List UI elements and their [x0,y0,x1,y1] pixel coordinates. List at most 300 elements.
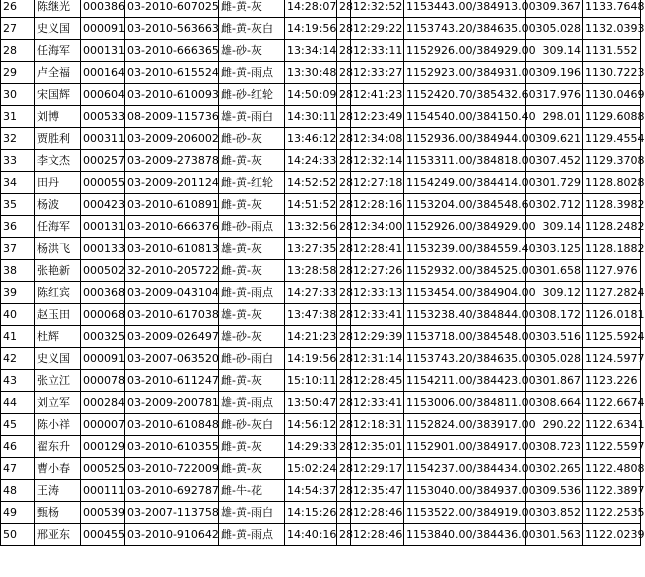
return-time-cell: 13:50:47 [285,392,337,414]
ring-number-cell: 03-2009-043104 [125,282,219,304]
ring-number-cell: 03-2010-910642 [125,524,219,546]
ring-number-cell: 03-2010-666365 [125,40,219,62]
bird-desc-cell: 雌-牛-花 [219,480,285,502]
member-id-cell: 000091 [81,348,125,370]
name-cell: 卢全福 [35,62,81,84]
ring-number-cell: 03-2010-617038 [125,304,219,326]
release-time-cell: 12:35:47 [351,480,404,502]
bird-desc-cell: 雄-黄-雨白 [219,106,285,128]
day-cell: 28 [337,326,351,348]
distance-cell: 303.516 [526,326,583,348]
speed-cell: 1127.976 [583,260,641,282]
return-time-cell: 13:30:48 [285,62,337,84]
name-cell: 张艳新 [35,260,81,282]
day-cell: 28 [337,18,351,40]
distance-cell: 309.536 [526,480,583,502]
member-id-cell: 000525 [81,458,125,480]
release-time-cell: 12:41:23 [351,84,404,106]
release-time-cell: 12:34:00 [351,216,404,238]
ring-number-cell: 03-2010-563663 [125,18,219,40]
release-time-cell: 12:23:49 [351,106,404,128]
bird-desc-cell: 雌-黄-雨点 [219,62,285,84]
table-row [1,458,641,480]
return-time-cell: 14:51:52 [285,194,337,216]
release-time-cell: 12:33:41 [351,392,404,414]
distance-cell: 301.729 [526,172,583,194]
speed-cell: 1122.6674 [583,392,641,414]
bird-desc-cell: 雌-黄-灰 [219,194,285,216]
bird-desc-cell: 雄-黄-雨白 [219,502,285,524]
ring-number-cell: 03-2009-200781 [125,392,219,414]
coordinates-cell: 1153454.00/384904.00 [404,282,526,304]
table-body [1,0,645,546]
rank-cell: 46 [1,436,35,458]
ring-number-cell: 08-2009-115736 [125,106,219,128]
speed-cell: 1128.2482 [583,216,641,238]
ring-number-cell: 03-2009-273878 [125,150,219,172]
member-id-cell: 000131 [81,216,125,238]
distance-cell: 298.01 [526,106,583,128]
speed-cell: 1125.5924 [583,326,641,348]
distance-cell: 308.723 [526,436,583,458]
rank-cell: 41 [1,326,35,348]
rank-cell: 42 [1,348,35,370]
return-time-cell: 14:40:16 [285,524,337,546]
rank-cell: 29 [1,62,35,84]
bird-desc-cell: 雌-黄-灰 [219,436,285,458]
release-time-cell: 12:29:17 [351,458,404,480]
rank-cell: 31 [1,106,35,128]
bird-desc-cell: 雌-砂-红轮 [219,84,285,106]
return-time-cell: 14:27:33 [285,282,337,304]
member-id-cell: 000078 [81,370,125,392]
name-cell: 翟东升 [35,436,81,458]
ring-number-cell: 03-2010-610813 [125,238,219,260]
ring-number-cell: 03-2010-610355 [125,436,219,458]
table-row [1,128,641,150]
rank-cell: 28 [1,40,35,62]
return-time-cell: 13:46:12 [285,128,337,150]
speed-cell: 1128.8028 [583,172,641,194]
table-row [1,194,641,216]
rank-cell: 43 [1,370,35,392]
ring-number-cell: 03-2007-063520 [125,348,219,370]
distance-cell: 307.452 [526,150,583,172]
rank-cell: 44 [1,392,35,414]
day-cell: 28 [337,392,351,414]
release-time-cell: 12:28:45 [351,370,404,392]
release-time-cell: 12:34:08 [351,128,404,150]
table-row [1,238,641,260]
distance-cell: 317.976 [526,84,583,106]
distance-cell: 309.12 [526,282,583,304]
table-row [1,18,641,40]
name-cell: 王涛 [35,480,81,502]
rank-cell: 47 [1,458,35,480]
ring-number-cell: 03-2010-607025 [125,0,219,18]
rank-cell: 38 [1,260,35,282]
bird-desc-cell: 雄-砂-灰 [219,40,285,62]
name-cell: 曹小春 [35,458,81,480]
member-id-cell: 000164 [81,62,125,84]
rank-cell: 37 [1,238,35,260]
speed-cell: 1131.552 [583,40,641,62]
return-time-cell: 13:47:38 [285,304,337,326]
rank-cell: 35 [1,194,35,216]
ring-number-cell: 03-2010-611247 [125,370,219,392]
coordinates-cell: 1153743.20/384635.00 [404,18,526,40]
ring-number-cell: 03-2010-615524 [125,62,219,84]
coordinates-cell: 1153311.00/384818.00 [404,150,526,172]
bird-desc-cell: 雌-黄-雨点 [219,282,285,304]
release-time-cell: 12:33:13 [351,282,404,304]
distance-cell: 303.125 [526,238,583,260]
table-row [1,304,641,326]
return-time-cell: 14:24:33 [285,150,337,172]
release-time-cell: 12:28:46 [351,524,404,546]
bird-desc-cell: 雌-黄-红轮 [219,172,285,194]
bird-desc-cell: 雌-黄-灰 [219,370,285,392]
return-time-cell: 15:10:11 [285,370,337,392]
bird-desc-cell: 雌-黄-灰 [219,150,285,172]
member-id-cell: 000068 [81,304,125,326]
member-id-cell: 000129 [81,436,125,458]
speed-cell: 1122.5597 [583,436,641,458]
release-time-cell: 12:27:18 [351,172,404,194]
coordinates-cell: 1152932.00/384525.00 [404,260,526,282]
rank-cell: 50 [1,524,35,546]
day-cell: 28 [337,84,351,106]
day-cell: 28 [337,128,351,150]
table-row [1,84,641,106]
coordinates-cell: 1152936.00/384944.00 [404,128,526,150]
distance-cell: 303.852 [526,502,583,524]
day-cell: 28 [337,194,351,216]
bird-desc-cell: 雌-黄-灰 [219,458,285,480]
member-id-cell: 000539 [81,502,125,524]
rank-cell: 30 [1,84,35,106]
day-cell: 28 [337,260,351,282]
member-id-cell: 000368 [81,282,125,304]
return-time-cell: 14:19:56 [285,18,337,40]
name-cell: 张立江 [35,370,81,392]
member-id-cell: 000325 [81,326,125,348]
ring-number-cell: 03-2009-201124 [125,172,219,194]
rank-cell: 32 [1,128,35,150]
coordinates-cell: 1152420.70/385432.60 [404,84,526,106]
member-id-cell: 000091 [81,18,125,40]
rank-cell: 48 [1,480,35,502]
rank-cell: 34 [1,172,35,194]
return-time-cell: 14:30:11 [285,106,337,128]
speed-cell: 1128.3982 [583,194,641,216]
day-cell: 28 [337,524,351,546]
coordinates-cell: 1154237.00/384434.00 [404,458,526,480]
coordinates-cell: 1153522.00/384919.00 [404,502,526,524]
name-cell: 史义国 [35,18,81,40]
return-time-cell: 14:28:07 [285,0,337,18]
coordinates-cell: 1153040.00/384937.00 [404,480,526,502]
rank-cell: 39 [1,282,35,304]
member-id-cell: 000533 [81,106,125,128]
name-cell: 宋国辉 [35,84,81,106]
member-id-cell: 000284 [81,392,125,414]
coordinates-cell: 1152824.00/383917.00 [404,414,526,436]
name-cell: 陈红宾 [35,282,81,304]
ring-number-cell: 03-2010-692787 [125,480,219,502]
member-id-cell: 000111 [81,480,125,502]
name-cell: 李文杰 [35,150,81,172]
ring-number-cell: 03-2009-206002 [125,128,219,150]
table-row [1,62,641,84]
release-time-cell: 12:28:46 [351,502,404,524]
distance-cell: 309.621 [526,128,583,150]
name-cell: 田丹 [35,172,81,194]
day-cell: 28 [337,458,351,480]
speed-cell: 1129.6088 [583,106,641,128]
member-id-cell: 000257 [81,150,125,172]
speed-cell: 1122.0239 [583,524,641,546]
table-row [1,392,641,414]
coordinates-cell: 1153238.40/384844.00 [404,304,526,326]
return-time-cell: 14:21:23 [285,326,337,348]
bird-desc-cell: 雌-砂-雨白 [219,348,285,370]
ring-number-cell: 03-2010-722009 [125,458,219,480]
coordinates-cell: 1153006.00/384811.00 [404,392,526,414]
bird-desc-cell: 雌-砂-雨点 [219,216,285,238]
member-id-cell: 000007 [81,414,125,436]
day-cell: 28 [337,150,351,172]
rank-cell: 26 [1,0,35,18]
member-id-cell: 000423 [81,194,125,216]
ring-number-cell: 03-2007-113758 [125,502,219,524]
distance-cell: 305.028 [526,348,583,370]
coordinates-cell: 1153743.20/384635.00 [404,348,526,370]
coordinates-cell: 1154249.00/384414.00 [404,172,526,194]
member-id-cell: 000311 [81,128,125,150]
speed-cell: 1128.1882 [583,238,641,260]
rank-cell: 45 [1,414,35,436]
bird-desc-cell: 雄-黄-雨点 [219,392,285,414]
bird-desc-cell: 雌-黄-雨点 [219,524,285,546]
day-cell: 28 [337,106,351,128]
day-cell: 28 [337,172,351,194]
ring-number-cell: 03-2010-666376 [125,216,219,238]
bird-desc-cell: 雌-砂-灰白 [219,414,285,436]
rank-cell: 40 [1,304,35,326]
coordinates-cell: 1154540.00/384150.40 [404,106,526,128]
table-row [1,106,641,128]
return-time-cell: 13:27:35 [285,238,337,260]
speed-cell: 1123.226 [583,370,641,392]
return-time-cell: 14:54:37 [285,480,337,502]
speed-cell: 1122.4808 [583,458,641,480]
speed-cell: 1129.3708 [583,150,641,172]
release-time-cell: 12:18:31 [351,414,404,436]
coordinates-cell: 1152923.00/384931.00 [404,62,526,84]
name-cell: 任海军 [35,216,81,238]
distance-cell: 302.712 [526,194,583,216]
coordinates-cell: 1152926.00/384929.00 [404,216,526,238]
name-cell: 杨波 [35,194,81,216]
bird-desc-cell: 雌-黄-灰白 [219,18,285,40]
table-row [1,414,641,436]
name-cell: 史义国 [35,348,81,370]
return-time-cell: 14:15:26 [285,502,337,524]
name-cell: 任海军 [35,40,81,62]
distance-cell: 308.664 [526,392,583,414]
bird-desc-cell: 雌-黄-灰 [219,260,285,282]
table-row [1,348,641,370]
name-cell: 陈继光 [35,0,81,18]
bird-desc-cell: 雄-黄-灰 [219,238,285,260]
name-cell: 杨洪飞 [35,238,81,260]
table-row [1,216,641,238]
release-time-cell: 12:28:16 [351,194,404,216]
speed-cell: 1122.6341 [583,414,641,436]
name-cell: 刘博 [35,106,81,128]
name-cell: 甄杨 [35,502,81,524]
member-id-cell: 000604 [81,84,125,106]
release-time-cell: 12:31:14 [351,348,404,370]
coordinates-cell: 1153718.00/384548.00 [404,326,526,348]
day-cell: 28 [337,40,351,62]
table-row [1,282,641,304]
speed-cell: 1132.0393 [583,18,641,40]
table-row [1,0,641,18]
day-cell: 28 [337,0,351,18]
speed-cell: 1124.5977 [583,348,641,370]
release-time-cell: 12:32:14 [351,150,404,172]
return-time-cell: 13:34:14 [285,40,337,62]
distance-cell: 302.265 [526,458,583,480]
coordinates-cell: 1152926.00/384929.00 [404,40,526,62]
distance-cell: 309.196 [526,62,583,84]
table-row [1,502,641,524]
day-cell: 28 [337,502,351,524]
release-time-cell: 12:33:11 [351,40,404,62]
member-id-cell: 000055 [81,172,125,194]
name-cell: 贾胜利 [35,128,81,150]
release-time-cell: 12:33:41 [351,304,404,326]
return-time-cell: 14:52:52 [285,172,337,194]
return-time-cell: 14:29:33 [285,436,337,458]
speed-cell: 1130.7223 [583,62,641,84]
ring-number-cell: 32-2010-205722 [125,260,219,282]
name-cell: 陈小祥 [35,414,81,436]
release-time-cell: 12:29:22 [351,18,404,40]
table-row [1,260,641,282]
member-id-cell: 000131 [81,40,125,62]
day-cell: 28 [337,282,351,304]
release-time-cell: 12:27:26 [351,260,404,282]
distance-cell: 301.867 [526,370,583,392]
table-row [1,436,641,458]
day-cell: 28 [337,348,351,370]
name-cell: 刘立军 [35,392,81,414]
speed-cell: 1122.2535 [583,502,641,524]
bird-desc-cell: 雄-砂-灰 [219,326,285,348]
bird-desc-cell: 雌-黄-灰 [219,0,285,18]
return-time-cell: 15:02:24 [285,458,337,480]
distance-cell: 309.14 [526,216,583,238]
speed-cell: 1130.0469 [583,84,641,106]
bird-desc-cell: 雌-砂-灰 [219,128,285,150]
day-cell: 28 [337,414,351,436]
name-cell: 赵玉田 [35,304,81,326]
coordinates-cell: 1153840.00/384436.00 [404,524,526,546]
table-row [1,370,641,392]
day-cell: 28 [337,238,351,260]
member-id-cell: 000133 [81,238,125,260]
return-time-cell: 14:56:12 [285,414,337,436]
coordinates-cell: 1153443.00/384913.00 [404,0,526,18]
rank-cell: 27 [1,18,35,40]
member-id-cell: 000502 [81,260,125,282]
table-row [1,150,641,172]
distance-cell: 305.028 [526,18,583,40]
ring-number-cell: 03-2010-610093 [125,84,219,106]
distance-cell: 309.14 [526,40,583,62]
table-row [1,326,641,348]
release-time-cell: 12:35:01 [351,436,404,458]
day-cell: 28 [337,436,351,458]
speed-cell: 1127.2824 [583,282,641,304]
day-cell: 28 [337,216,351,238]
speed-cell: 1133.7648 [583,0,641,18]
distance-cell: 301.658 [526,260,583,282]
rank-cell: 36 [1,216,35,238]
rank-cell: 49 [1,502,35,524]
name-cell: 杜辉 [35,326,81,348]
day-cell: 28 [337,370,351,392]
distance-cell: 301.563 [526,524,583,546]
release-time-cell: 12:33:27 [351,62,404,84]
table-row [1,40,641,62]
speed-cell: 1126.0181 [583,304,641,326]
member-id-cell: 000455 [81,524,125,546]
day-cell: 28 [337,480,351,502]
coordinates-cell: 1153239.00/384559.40 [404,238,526,260]
coordinates-cell: 1152901.00/384917.00 [404,436,526,458]
release-time-cell: 12:32:52 [351,0,404,18]
day-cell: 28 [337,304,351,326]
coordinates-cell: 1154211.00/384423.00 [404,370,526,392]
release-time-cell: 12:29:39 [351,326,404,348]
distance-cell: 308.172 [526,304,583,326]
return-time-cell: 14:50:09 [285,84,337,106]
member-id-cell: 000386 [81,0,125,18]
ring-number-cell: 03-2010-610848 [125,414,219,436]
speed-cell: 1122.3897 [583,480,641,502]
rank-cell: 33 [1,150,35,172]
table-row [1,480,641,502]
table-row [1,524,641,546]
bird-desc-cell: 雄-黄-灰 [219,304,285,326]
release-time-cell: 12:28:41 [351,238,404,260]
ring-number-cell: 03-2009-026497 [125,326,219,348]
distance-cell: 290.22 [526,414,583,436]
table-row [1,172,641,194]
coordinates-cell: 1153204.00/384548.60 [404,194,526,216]
ring-number-cell: 03-2010-610891 [125,194,219,216]
return-time-cell: 13:28:58 [285,260,337,282]
return-time-cell: 14:19:56 [285,348,337,370]
name-cell: 邢亚东 [35,524,81,546]
speed-cell: 1129.4554 [583,128,641,150]
day-cell: 28 [337,62,351,84]
distance-cell: 309.367 [526,0,583,18]
